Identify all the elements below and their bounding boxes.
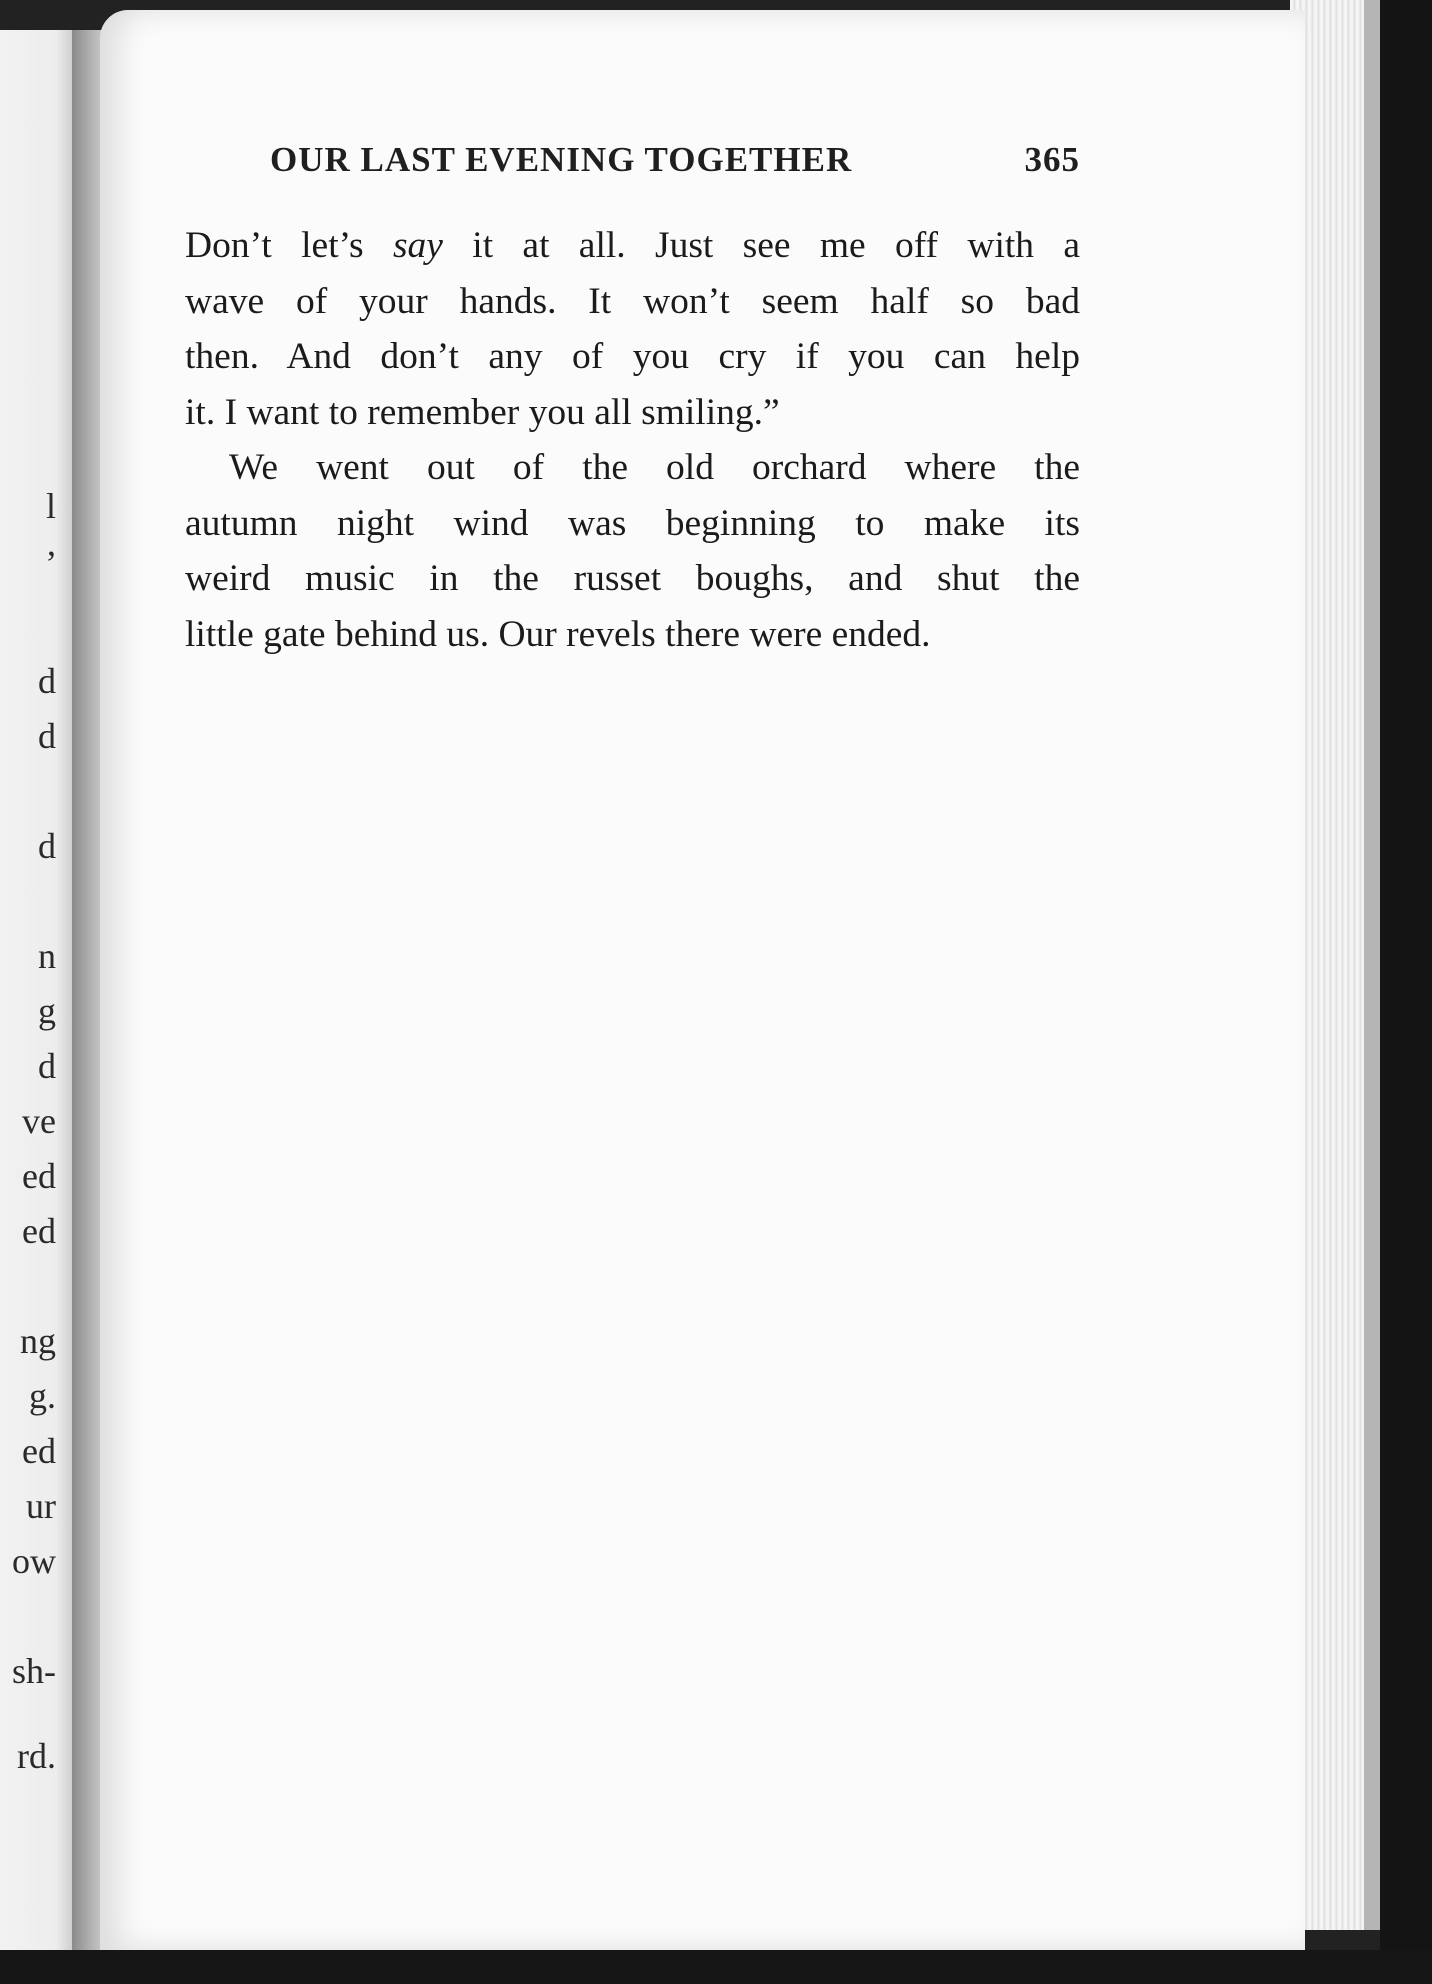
- fragment: g.: [29, 1376, 56, 1416]
- fragment: l: [45, 486, 56, 526]
- fragment: g: [38, 991, 56, 1031]
- text-line: autumn night wind was beginning to make its: [185, 502, 1080, 544]
- background-bottom: [0, 1950, 1432, 1984]
- fragment: n: [38, 936, 56, 976]
- text-line: it. I want to remember you all smiling.”: [185, 391, 780, 433]
- background-edge: [1380, 0, 1432, 1984]
- fragment: d: [38, 826, 56, 866]
- left-page-text-fragments: [0, 30, 56, 1960]
- fragment: ow: [12, 1541, 56, 1581]
- fragment: d: [38, 1046, 56, 1086]
- text-line: Don’t let’s say it at all. Just see me off with a: [185, 225, 1080, 266]
- fragment: ed: [22, 1431, 56, 1471]
- fragment: ,: [47, 523, 56, 563]
- text-line: wave of your hands. It won’t seem half so bad: [185, 280, 1080, 322]
- fragment: d: [38, 716, 56, 756]
- emphasized-word: say: [392, 225, 443, 266]
- page-body: [185, 218, 1080, 662]
- fragment: sh-: [12, 1651, 56, 1691]
- fragment: ed: [22, 1211, 56, 1251]
- running-header: [270, 140, 1080, 180]
- left-facing-page: [0, 30, 80, 1960]
- fragment: ng: [20, 1321, 56, 1361]
- running-title: OUR LAST EVENING TOGETHER: [270, 140, 853, 179]
- fragment: ed: [22, 1156, 56, 1196]
- fragment: rd.: [17, 1736, 56, 1776]
- text-line: We went out of the old orchard where the: [229, 447, 1080, 488]
- fragment: d: [38, 661, 56, 701]
- text-line: weird music in the russet boughs, and shut the: [185, 558, 1080, 599]
- fragment: ur: [26, 1486, 56, 1526]
- page-number: 365: [1024, 140, 1080, 179]
- text-line: then. And don’t any of you cry if you can help: [185, 336, 1080, 377]
- fragment: ve: [22, 1101, 56, 1141]
- text-line: little gate behind us. Our revels there were ended.: [185, 613, 931, 655]
